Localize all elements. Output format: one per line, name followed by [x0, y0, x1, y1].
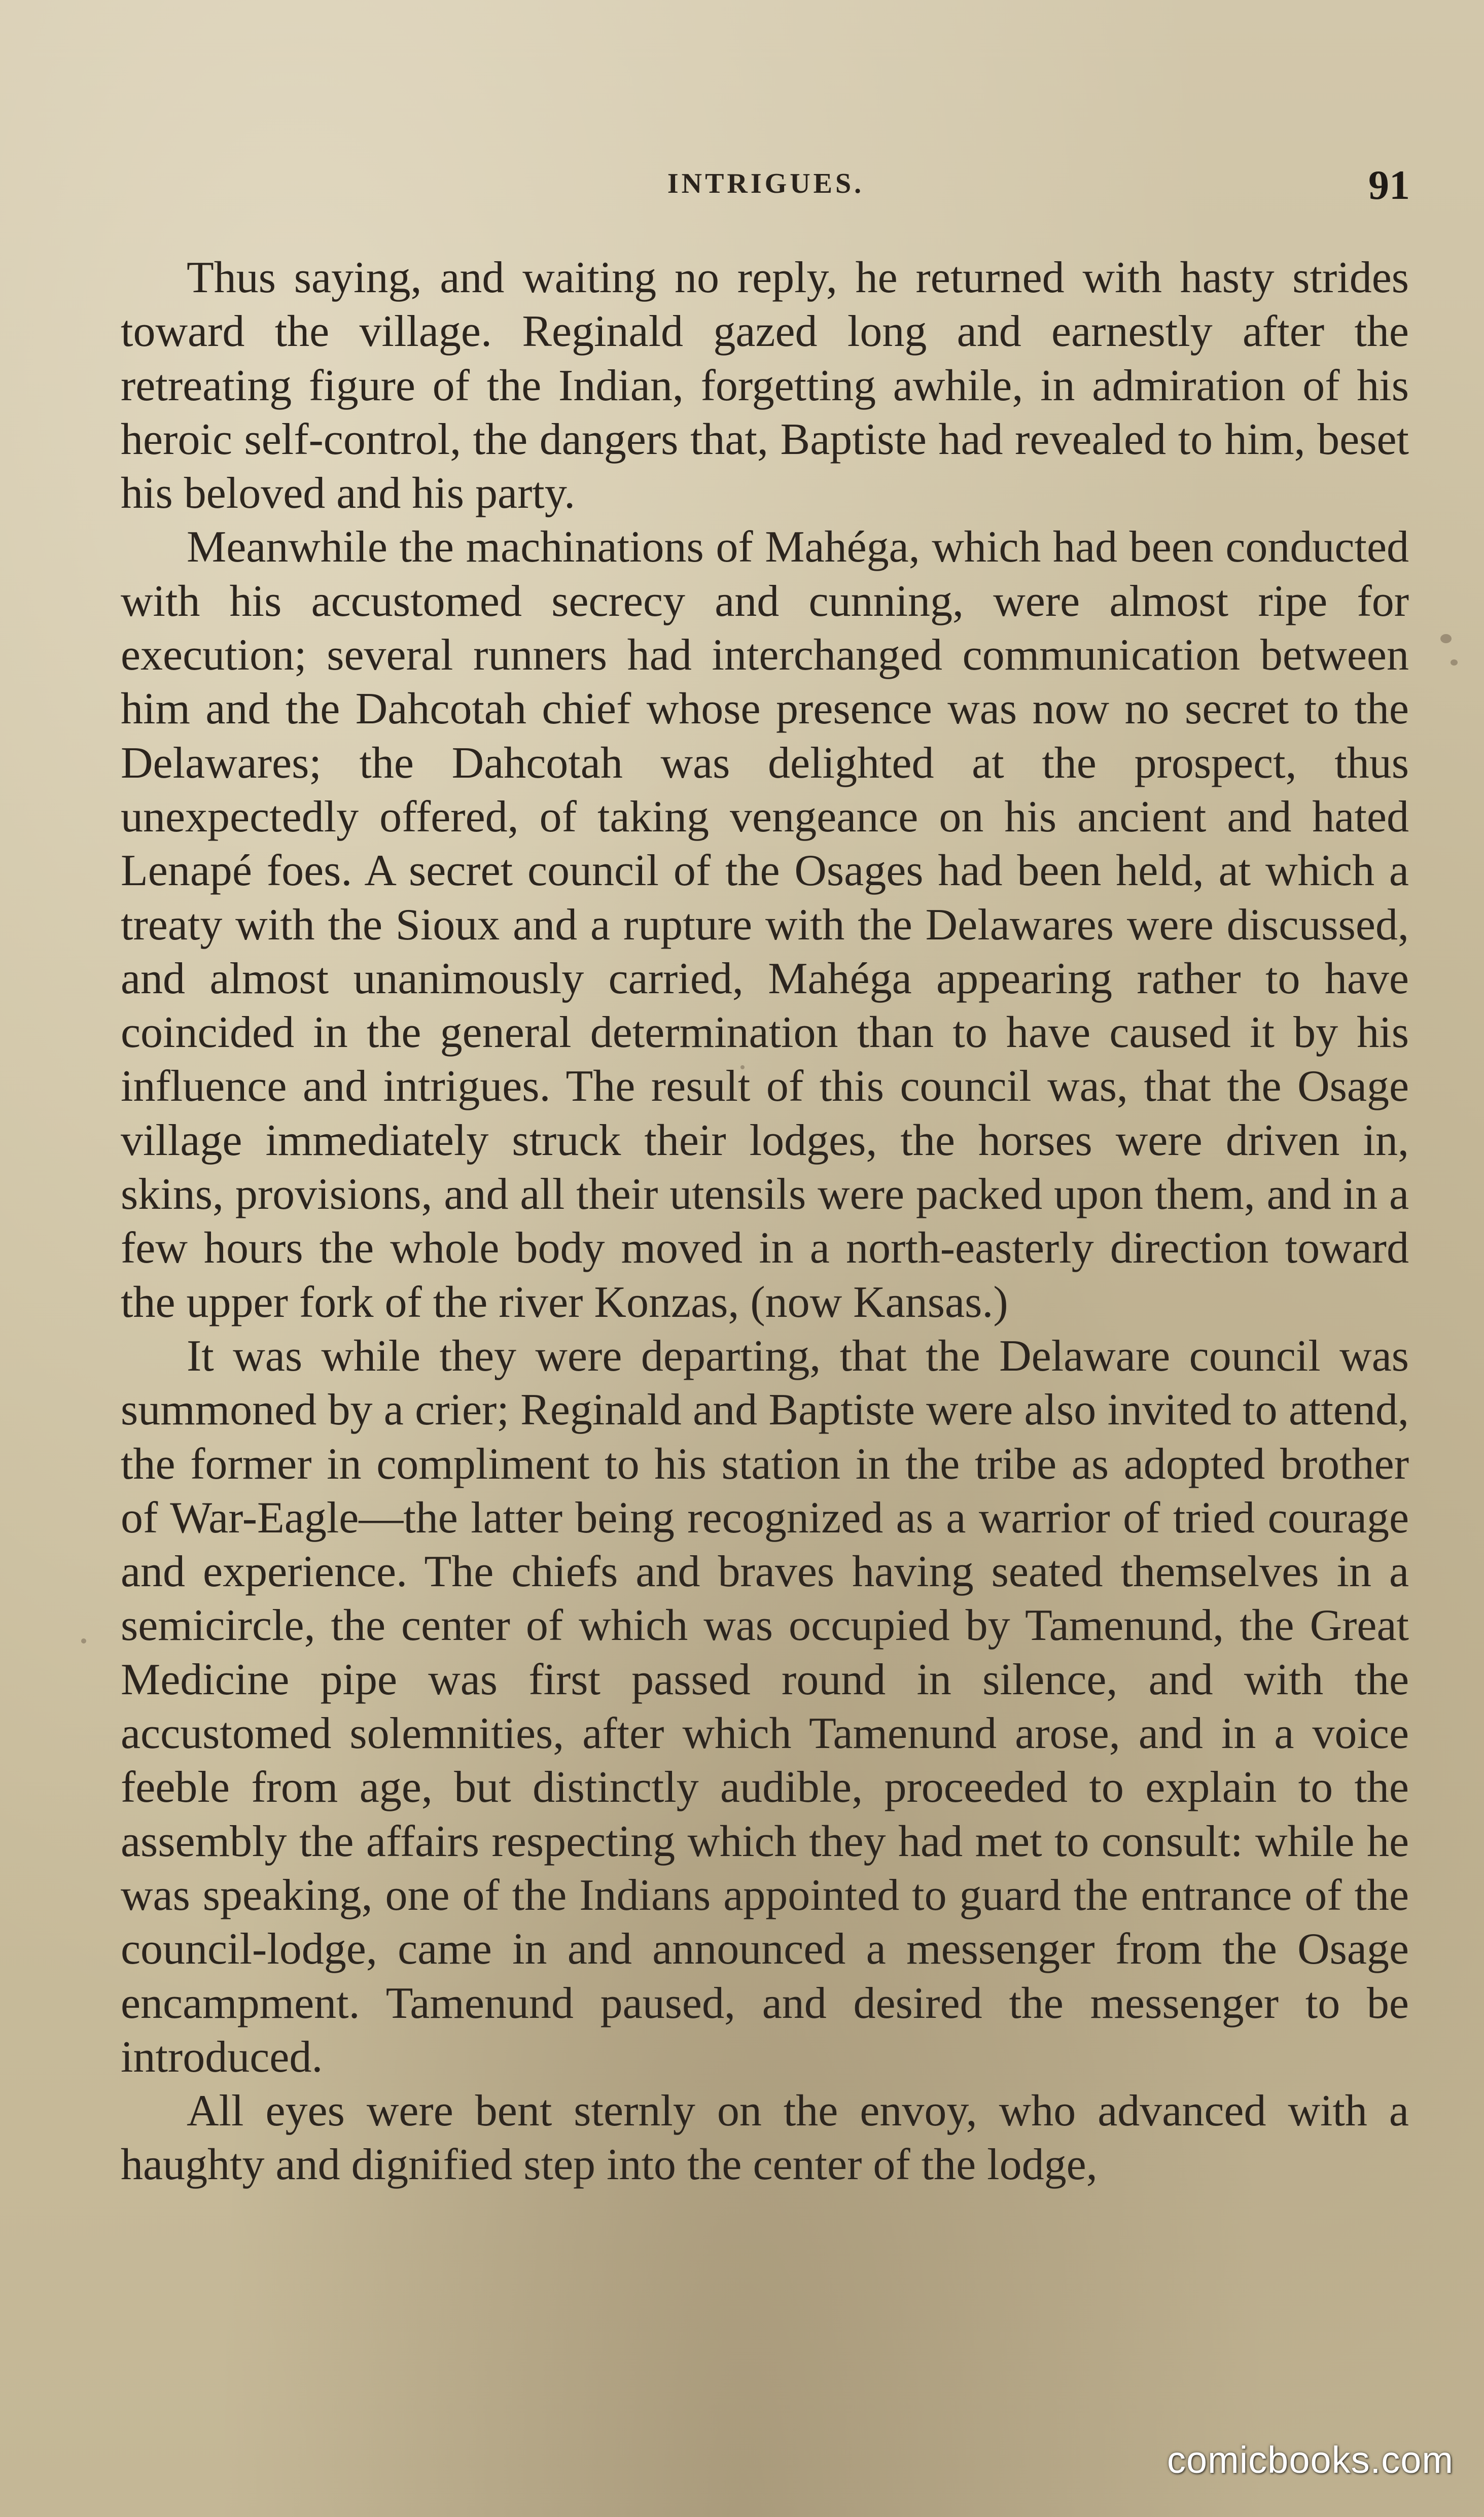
page-number: 91	[1368, 162, 1410, 208]
page-header	[122, 161, 1410, 212]
watermark: comicbooks.com	[1167, 2439, 1454, 2481]
paragraph: Meanwhile the machinations of Mahéga, which had been conducted with his accustomed secrecy and cunning, were almost ripe for execution; several runners had interchanged communication between him and the Dahcotah chief whose presence was now no secret to the Delawares; the Dahcotah was delighted at the prospect, thus unexpectedly offered, of taking vengeance on his ancient and hated Lenapé foes. A secret council of the Osages had been held, at which a treaty with the Sioux and a rupture with the Delawares were discussed, and almost unanimously carried, Mahéga appearing rather to have coincided in the general determination than to have caused it by his influence and intrigues. The result of this council was, that the Osage village immediately struck their lodges, the horses were driven in, skins, provisions, and all their utensils were packed upon them, and in a few hours the whole body moved in a north-easterly direction toward the upper fork of the river Konzas, (now Kansas.)	[121, 522, 1409, 1327]
paper-speck	[1451, 659, 1458, 666]
paper-speck	[81, 1638, 86, 1644]
body-text	[121, 251, 1409, 2192]
paragraph: All eyes were bent sternly on the envoy, who advanced with a haughty and dignified step into the center of the lodge,	[121, 2086, 1409, 2190]
paragraph: It was while they were departing, that the Delaware council was summoned by a crier; Reginald and Baptiste were also invited to attend, the former in compliment to his station in the tribe as adopted brother of War-Eagle—the latter being recognized as a warrior of tried courage and experience. The chiefs and braves having seated themselves in a semicircle, the center of which was occupied by Tamenund, the Great Medicine pipe was first passed round in silence, and with the accustomed solemnities, after which Tamenund arose, and in a voice feeble from age, but distinctly audible, proceeded to explain to the assembly the affairs respecting which they had met to consult: while he was speaking, one of the Indians appointed to guard the entrance of the council-lodge, came in and announced a messenger from the Osage encampment. Tamenund paused, and desired the messenger to be introduced.	[121, 1331, 1409, 2082]
paper-speck	[1440, 634, 1452, 643]
paragraph: Thus saying, and waiting no reply, he returned with hasty strides toward the village. Reginald gazed long and earnestly after the retreating figure of the Indian, forgetting awhile, in admiration of his heroic self-control, the dangers that, Baptiste had revealed to him, beset his beloved and his party.	[121, 253, 1409, 518]
running-head: INTRIGUES.	[667, 168, 865, 199]
